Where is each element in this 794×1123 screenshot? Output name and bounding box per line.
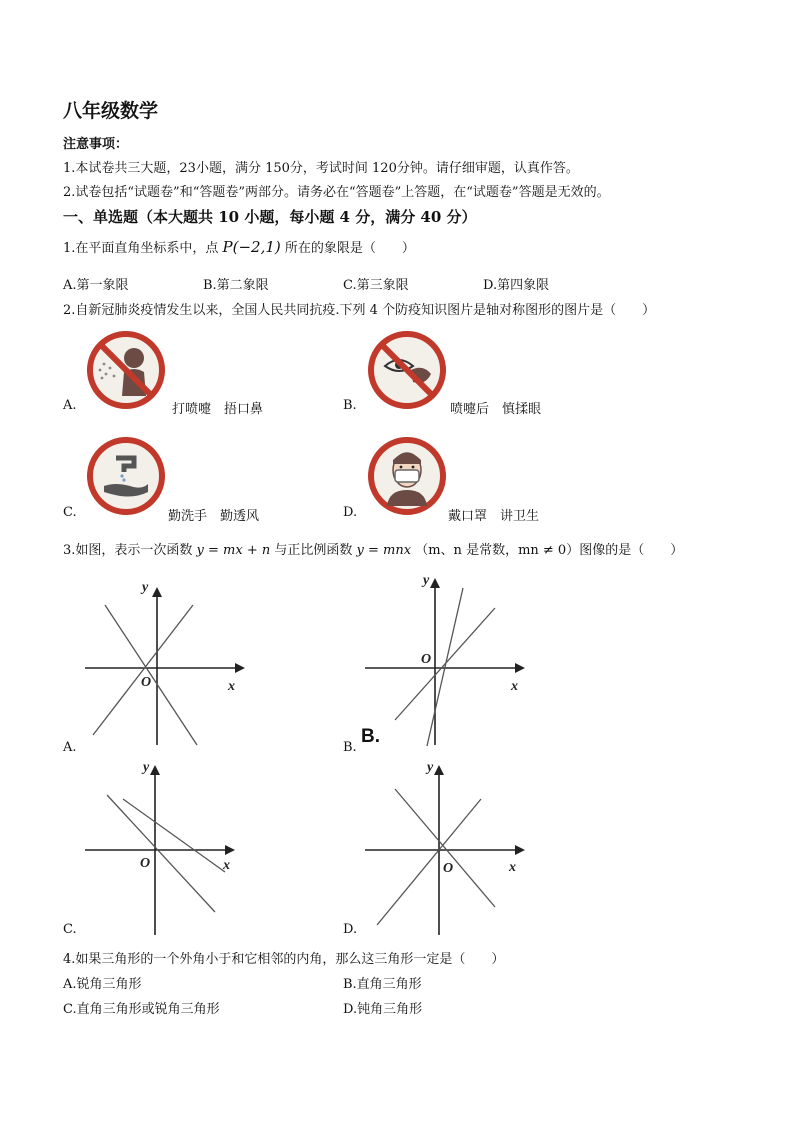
x-axis-label: x <box>511 679 518 694</box>
q3-text-c: （m、n 是常数，mn ≠ 0）图像的是（ ） <box>415 543 684 558</box>
q3-option-a: A. <box>63 740 77 755</box>
q2-option-a-letter: A. <box>63 398 77 413</box>
section-heading: 一、单选题（本大题共 10 小题，每小题 4 分，满分 40 分） <box>63 208 477 226</box>
q1-option-d: D.第四象限 <box>483 278 550 293</box>
q1-math: P(−2,1) <box>222 238 281 256</box>
q3-graph-c <box>85 757 255 937</box>
question-2: 2.自新冠肺炎疫情发生以来，全国人民共同抗疫.下列 4 个防疫知识图片是轴对称图形的图片是（ ） <box>63 303 656 318</box>
x-axis-label: x <box>509 860 516 875</box>
q3-graph-d <box>365 757 545 937</box>
note-1: 1.本试卷共三大题，23小题，满分 150分，考试时间 120分钟。请仔细审题，认真作答。 <box>63 161 579 176</box>
q3-math-1: y = mx + n <box>196 543 271 558</box>
q3-text-b: 与正比例函数 <box>274 543 353 558</box>
q3-text-a: 3.如图，表示一次函数 <box>63 543 193 558</box>
q1-option-a: A.第一象限 <box>63 278 129 293</box>
q2-option-c-letter: C. <box>63 505 77 520</box>
rub-eye-sign-icon <box>367 330 447 410</box>
q3-option-b: B. <box>343 740 357 755</box>
y-axis-label: y <box>142 580 149 595</box>
q2-option-b-letter: B. <box>343 398 357 413</box>
q2-option-b-caption: 喷嚏后 慎揉眼 <box>450 402 542 417</box>
q2-option-d-caption: 戴口罩 讲卫生 <box>448 509 540 524</box>
q2-option-a-caption: 打喷嚏 捂口鼻 <box>172 402 264 417</box>
q1-option-b: B.第二象限 <box>203 278 269 293</box>
q3-option-b-large-label: B. <box>361 726 380 747</box>
q3-graph-a <box>85 575 255 755</box>
hand-wash-sign-icon <box>86 436 166 516</box>
question-3 <box>63 539 683 558</box>
y-axis-label: y <box>143 760 150 775</box>
notes-heading: 注意事项： <box>63 137 129 152</box>
note-2: 2.试卷包括“试题卷”和“答题卷”两部分。请务必在“答题卷”上答题，在“试题卷”答题是无效的。 <box>63 185 610 200</box>
q3-graph-b <box>365 570 545 750</box>
x-axis-label: x <box>228 679 235 694</box>
q4-option-a: A.锐角三角形 <box>63 977 142 992</box>
q4-option-c: C.直角三角形或锐角三角形 <box>63 1002 220 1017</box>
q3-option-d: D. <box>343 922 358 937</box>
page-title: 八年级数学 <box>63 100 159 122</box>
q2-option-d-letter: D. <box>343 505 358 520</box>
origin-label: O <box>443 861 454 876</box>
question-4: 4.如果三角形的一个外角小于和它相邻的内角，那么这三角形一定是（ ） <box>63 952 505 967</box>
q4-option-d: D.钝角三角形 <box>343 1002 423 1017</box>
q3-option-c: C. <box>63 922 77 937</box>
origin-label: O <box>141 675 152 690</box>
y-axis-label: y <box>423 573 430 588</box>
question-1 <box>63 237 415 256</box>
y-axis-label: y <box>427 760 434 775</box>
q2-option-c-caption: 勤洗手 勤透风 <box>168 509 260 524</box>
x-axis-label: x <box>223 858 230 873</box>
mask-sign-icon <box>367 436 447 516</box>
q1-text-b: 所在的象限是（ ） <box>284 241 415 256</box>
sneeze-sign-icon <box>86 330 166 410</box>
q1-text-a: 1.在平面直角坐标系中，点 <box>63 241 219 256</box>
q1-option-c: C.第三象限 <box>343 278 409 293</box>
q3-math-2: y = mnx <box>356 543 412 558</box>
origin-label: O <box>421 652 432 667</box>
origin-label: O <box>140 856 151 871</box>
q4-option-b: B.直角三角形 <box>343 977 422 992</box>
